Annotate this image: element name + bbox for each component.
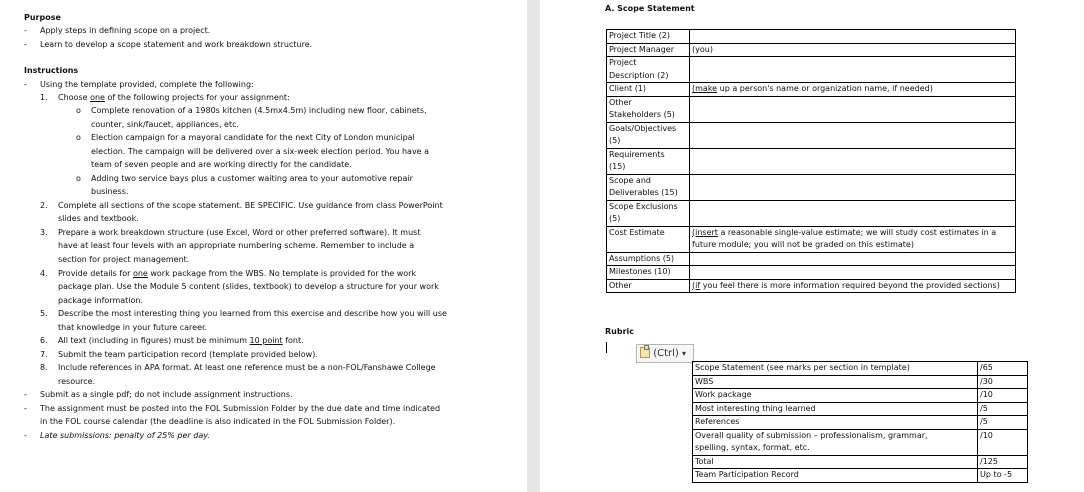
- scope-label-cell: [607, 226, 690, 252]
- rubric-mark: /5: [978, 416, 1028, 430]
- scope-value-cell[interactable]: [690, 43, 1016, 57]
- paste-options-label: (Ctrl): [653, 348, 679, 359]
- scope-label: Stakeholders (5): [609, 110, 675, 119]
- scope-label: (5): [609, 214, 621, 223]
- dash-bullet: -: [24, 40, 27, 49]
- scope-value: (insert a reasonable single-value estimate; we will study cost estimates in a: [692, 227, 997, 237]
- step-3-line: have at least four levels with an appropriate numbering scheme. Remember to include a: [58, 241, 415, 250]
- rubric-mark: /125: [978, 455, 1028, 469]
- step-number: 8.: [40, 363, 48, 372]
- scope-label-cell: [607, 266, 690, 280]
- rubric-item-cell: [693, 429, 978, 455]
- rubric-item-cell: [693, 416, 978, 430]
- purpose-item: Learn to develop a scope statement and work breakdown structure.: [40, 40, 313, 49]
- rubric-row: [693, 375, 1028, 389]
- project-option-line: counter, sink/faucet, appliances, etc.: [91, 120, 240, 129]
- scope-label: Client (1): [609, 84, 647, 93]
- instructions-intro: Using the template provided, complete the following:: [40, 80, 254, 89]
- step-8-line: resource.: [58, 377, 96, 386]
- rubric-mark: Up to -5: [978, 469, 1028, 483]
- scope-label: Goals/Objectives: [609, 123, 677, 133]
- rubric-row: [693, 416, 1028, 430]
- project-option-line: Complete renovation of a 1980s kitchen (4.5mx4.5m) including new floor, cabinets,: [91, 106, 427, 115]
- submission-note: in the FOL course calendar (the deadline is also indicated in the FOL Submission Folder).: [40, 417, 396, 426]
- rubric-item: Work package: [695, 390, 752, 399]
- rubric-mark: /65: [978, 362, 1028, 376]
- rubric-item: Most interesting thing learned: [695, 403, 816, 413]
- scope-row: [607, 148, 1016, 174]
- scope-label-cell: [607, 83, 690, 97]
- scope-value-cell[interactable]: [690, 148, 1016, 174]
- scope-label: Other: [609, 280, 632, 290]
- late-penalty-note: Late submissions: penalty of 25% per day.: [40, 431, 210, 440]
- scope-value-cell[interactable]: [690, 122, 1016, 148]
- chevron-down-icon: ▾: [681, 349, 686, 358]
- scope-value-cell[interactable]: [690, 266, 1016, 280]
- circle-bullet: o: [76, 174, 81, 183]
- scope-value-cell[interactable]: [690, 57, 1016, 83]
- scope-value: future module; you will not be graded on this estimate): [692, 240, 914, 249]
- step-2-line: slides and textbook.: [58, 214, 139, 223]
- step-number: 4.: [40, 269, 48, 278]
- rubric-mark: /10: [978, 389, 1028, 403]
- rubric-item: References: [695, 417, 740, 426]
- rubric-item-cell: [693, 455, 978, 469]
- scope-value-cell[interactable]: [690, 252, 1016, 266]
- scope-label: Assumptions (5): [609, 253, 675, 263]
- scope-value-cell[interactable]: [690, 96, 1016, 122]
- rubric-item: Overall quality of submission – professionalism, grammar,: [695, 430, 928, 440]
- step-number: 5.: [40, 309, 48, 318]
- step-2-line: Complete all sections of the scope statement. BE SPECIFIC. Use guidance from class PowerPoint: [58, 201, 443, 210]
- project-option-line: business.: [91, 187, 129, 196]
- scope-value-cell[interactable]: [690, 83, 1016, 97]
- scope-label-cell: [607, 96, 690, 122]
- rubric-item-cell: [693, 389, 978, 403]
- scope-label: Requirements: [609, 149, 665, 159]
- scope-label: Other: [609, 97, 632, 107]
- text-cursor: [606, 342, 607, 353]
- scope-row: [607, 200, 1016, 226]
- circle-bullet: o: [76, 106, 81, 115]
- rubric-item: spelling, syntax, format, etc.: [695, 443, 810, 452]
- scope-label-cell: [607, 57, 690, 83]
- scope-label: Milestones (10): [609, 267, 671, 276]
- scope-label-cell: [607, 252, 690, 266]
- scope-row: [607, 43, 1016, 57]
- scope-row: [607, 279, 1016, 293]
- rubric-item-cell: [693, 375, 978, 389]
- rubric-row: [693, 389, 1028, 403]
- scope-value-cell[interactable]: [690, 200, 1016, 226]
- scope-label-cell: [607, 148, 690, 174]
- step-5-line: Describe the most interesting thing you learned from this exercise and describe how you will use: [58, 309, 447, 318]
- step-4-line: package plan. Use the Module 5 content (slides, textbook) to develop a structure for your work: [58, 282, 439, 291]
- scope-label: Description (2): [609, 70, 669, 80]
- rubric-item-cell: [693, 469, 978, 483]
- rubric-heading: Rubric: [605, 327, 635, 336]
- rubric-table: [692, 361, 1028, 483]
- project-option-line: Adding two service bays plus a customer waiting area to your automotive repair: [91, 174, 413, 183]
- scope-label-cell: [607, 30, 690, 44]
- scope-value: (you): [692, 44, 713, 54]
- scope-label: (15): [609, 162, 626, 171]
- rubric-mark: /30: [978, 375, 1028, 389]
- step-5-line: that knowledge in your future career.: [58, 323, 208, 332]
- submission-note: Submit as a single pdf; do not include assignment instructions.: [40, 390, 293, 399]
- instructions-heading: Instructions: [24, 66, 79, 75]
- step-1-text: Choose one of the following projects for your assignment:: [58, 93, 290, 102]
- step-8-line: Include references in APA format. At least one reference must be a non-FOL/Fanshawe College: [58, 363, 436, 372]
- clipboard-icon: [640, 347, 650, 358]
- scope-label-cell: [607, 122, 690, 148]
- scope-row: [607, 174, 1016, 200]
- scope-value: (make up a person's name or organization name, if needed): [692, 84, 933, 93]
- project-option-line: election. The campaign will be delivered over a six-week election period. You have a: [91, 147, 430, 156]
- scope-label-cell: [607, 279, 690, 293]
- rubric-row: [693, 469, 1028, 483]
- scope-row: [607, 83, 1016, 97]
- purpose-heading: Purpose: [24, 13, 61, 22]
- scope-row: [607, 96, 1016, 122]
- scope-label: Scope Exclusions: [609, 201, 678, 211]
- step-6-text: All text (including in figures) must be minimum 10 point font.: [58, 336, 304, 345]
- step-3-line: section for project management.: [58, 255, 190, 264]
- scope-statement-heading: A. Scope Statement: [605, 4, 695, 13]
- scope-row: [607, 122, 1016, 148]
- rubric-item-cell: [693, 402, 978, 416]
- step-4-line: package information.: [58, 296, 144, 305]
- rubric-item: Team Participation Record: [695, 470, 799, 479]
- purpose-item: Apply steps in defining scope on a project.: [40, 26, 211, 35]
- scope-label: Project Title (2): [609, 31, 670, 40]
- paste-options-button[interactable]: [636, 344, 694, 363]
- step-number: 1.: [40, 93, 48, 102]
- submission-note: The assignment must be posted into the FOL Submission Folder by the due date and time indicated: [40, 404, 441, 413]
- dash-bullet: -: [24, 404, 27, 413]
- scope-value: (if you feel there is more information required beyond the provided sections): [692, 280, 1000, 290]
- scope-label: Scope and: [609, 175, 651, 185]
- scope-label-cell: [607, 43, 690, 57]
- step-7-text: Submit the team participation record (template provided below).: [58, 350, 318, 359]
- scope-value-cell[interactable]: [690, 226, 1016, 252]
- rubric-mark: /10: [978, 429, 1028, 455]
- dash-bullet: -: [24, 80, 27, 89]
- scope-row: [607, 57, 1016, 83]
- step-number: 3.: [40, 228, 48, 237]
- scope-label: (5): [609, 136, 621, 145]
- rubric-item: Total: [695, 456, 714, 466]
- rubric-row: [693, 429, 1028, 455]
- scope-label-cell: [607, 174, 690, 200]
- circle-bullet: o: [76, 133, 81, 142]
- dash-bullet: -: [24, 431, 27, 440]
- rubric-row: [693, 402, 1028, 416]
- rubric-row: [693, 362, 1028, 376]
- project-option-line: team of seven people and are working directly for the candidate.: [91, 160, 352, 169]
- project-option-line: Election campaign for a mayoral candidate for the next City of London municipal: [91, 133, 415, 142]
- scope-label: Deliverables (15): [609, 188, 678, 197]
- rubric-mark: /5: [978, 402, 1028, 416]
- scope-value-cell[interactable]: [690, 279, 1016, 293]
- dash-bullet: -: [24, 26, 27, 35]
- scope-row: [607, 30, 1016, 44]
- rubric-item-cell: [693, 362, 978, 376]
- step-4-text: Provide details for one work package from the WBS. No template is provided for the work: [58, 269, 417, 278]
- scope-row: [607, 252, 1016, 266]
- scope-label-cell: [607, 200, 690, 226]
- scope-value-cell[interactable]: [690, 174, 1016, 200]
- step-number: 7.: [40, 350, 48, 359]
- document-page-left: [0, 0, 527, 492]
- rubric-item: Scope Statement (see marks per section in template): [695, 363, 910, 372]
- dash-bullet: -: [24, 390, 27, 399]
- rubric-item: WBS: [695, 376, 714, 386]
- rubric-row: [693, 455, 1028, 469]
- scope-label: Project Manager: [609, 44, 674, 54]
- step-3-line: Prepare a work breakdown structure (use Excel, Word or other preferred software). It must: [58, 228, 421, 237]
- step-number: 2.: [40, 201, 48, 210]
- scope-label: Project: [609, 58, 637, 67]
- scope-row: [607, 226, 1016, 252]
- scope-value-cell[interactable]: [690, 30, 1016, 44]
- scope-row: [607, 266, 1016, 280]
- scope-statement-table: [606, 29, 1016, 293]
- scope-label: Cost Estimate: [609, 227, 665, 237]
- step-number: 6.: [40, 336, 48, 345]
